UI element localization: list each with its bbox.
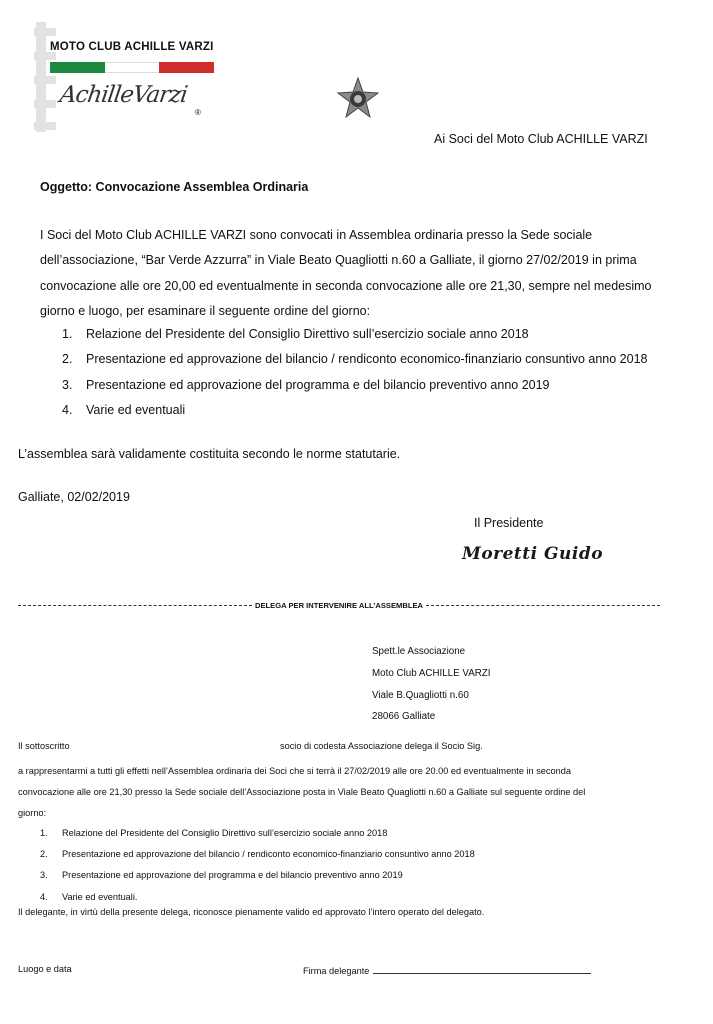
signature-line[interactable] [373,964,591,974]
agenda-list [62,322,647,423]
agenda-item-number: 1. [62,327,73,341]
dashed-line [426,605,660,606]
agenda-item-text: Varie ed eventuali. [62,891,138,902]
recipient-address [372,641,491,728]
agenda-item-text: Presentazione ed approvazione del bilancio / rendiconto economico-finanziario consuntivo anno 2018 [86,352,648,367]
logo-signature: AchilleVarzi [58,82,189,108]
agenda-item-number: 2. [62,352,73,367]
address-line: Spett.le Associazione [372,646,466,657]
club-name: MOTO CLUB ACHILLE VARZI [50,41,214,53]
president-signature: Moretti Guido [462,544,604,564]
agenda-item-text: Varie ed eventuali [86,402,186,417]
agenda-item-number: 4. [40,891,48,902]
registered-mark: ® [195,108,201,117]
gear-logo-icon [34,22,94,132]
paragraph-line: convocazione alle ore 20,00 ed eventualmente in seconda convocazione alle ore 21,30, sempre nel medesimo [40,278,652,293]
agenda-item-number: 3. [62,377,73,392]
agenda-item-text: Presentazione ed approvazione del bilancio / rendiconto economico-finanziario consuntivo anno 2018 [62,849,475,860]
proxy-paragraph [18,761,688,824]
paragraph-line: I Soci del Moto Club ACHILLE VARZI sono convocati in Assemblea ordinaria presso la Sede sociale [40,228,593,242]
address-line: Moto Club ACHILLE VARZI [372,667,491,679]
proxy-paragraph-line: a rappresentarmi a tutti gli effetti nell’Assemblea ordinaria dei Soci che si terrà il 27/02/2019 alle ore 20.00 ed eventualmente in seconda [18,766,571,776]
proxy-heading: DELEGA PER INTERVENIRE ALL’ASSEMBLEA [254,601,424,610]
signature-label: Firma delegante [303,966,370,976]
agenda-item-text: Presentazione ed approvazione del programma e del bilancio preventivo anno 2019 [86,377,550,392]
address-line: Viale B.Quagliotti n.60 [372,689,469,701]
proxy-paragraph-line: convocazione alle ore 21,30 presso la Sede sociale dell’Associazione posta in Viale Beato Quagliotti n.60 a Galliate sul seguente ordine del [18,787,586,797]
agenda-item-number: 1. [40,828,48,838]
agenda-item-number: 4. [62,402,73,417]
recipient-line: Ai Soci del Moto Club ACHILLE VARZI [434,132,648,146]
italian-flag-stripe [50,62,214,73]
agenda-item [62,373,647,398]
delegator-statement: Il delegante, in virtù della presente delega, riconosce pienamente valido ed approvato l’intero operato del delegato. [18,907,485,917]
agenda-item-text: Relazione del Presidente del Consiglio Direttivo sull’esercizio sociale anno 2018 [62,828,388,838]
proxy-agenda-list [40,823,475,908]
subject-line: Oggetto: Convocazione Assemblea Ordinaria [40,180,309,194]
member-delegation-text: socio di codesta Associazione delega il Socio Sig. [280,741,483,751]
proxy-agenda-item [40,887,475,908]
dashed-line [18,605,252,606]
agenda-item [62,398,647,423]
convocation-paragraph [40,223,680,324]
agenda-item [62,347,647,372]
agenda-item-text: Relazione del Presidente del Consiglio Direttivo sull’esercizio sociale anno 2018 [86,327,529,341]
proxy-agenda-item [40,823,475,844]
undersigned-label: Il sottoscritto [18,741,70,751]
agenda-item-number: 3. [40,870,48,881]
agenda-item [62,322,647,347]
proxy-agenda-item [40,865,475,886]
proxy-agenda-item [40,844,475,865]
validity-statement: L’assemblea sarà validamente costituita secondo le norme statutarie. [18,447,401,461]
paragraph-line: giorno e luogo, per esaminare il seguente ordine del giorno: [40,303,371,318]
agenda-item-number: 2. [40,849,48,860]
president-label: Il Presidente [474,516,544,530]
address-line: 28066 Galliate [372,711,436,723]
place-date: Galliate, 02/02/2019 [18,490,130,504]
paragraph-line: dell’associazione, “Bar Verde Azzurra” in Viale Beato Quagliotti n.60 a Galliate, il giorno 27/02/2019 in prima [40,253,637,268]
proxy-divider [18,601,660,610]
place-and-date-label: Luogo e data [18,964,72,974]
signature-field [303,964,591,976]
star-emblem-icon [336,76,380,120]
agenda-item-text: Presentazione ed approvazione del programma e del bilancio preventivo anno 2019 [62,870,403,881]
proxy-paragraph-line: giorno: [18,808,47,818]
